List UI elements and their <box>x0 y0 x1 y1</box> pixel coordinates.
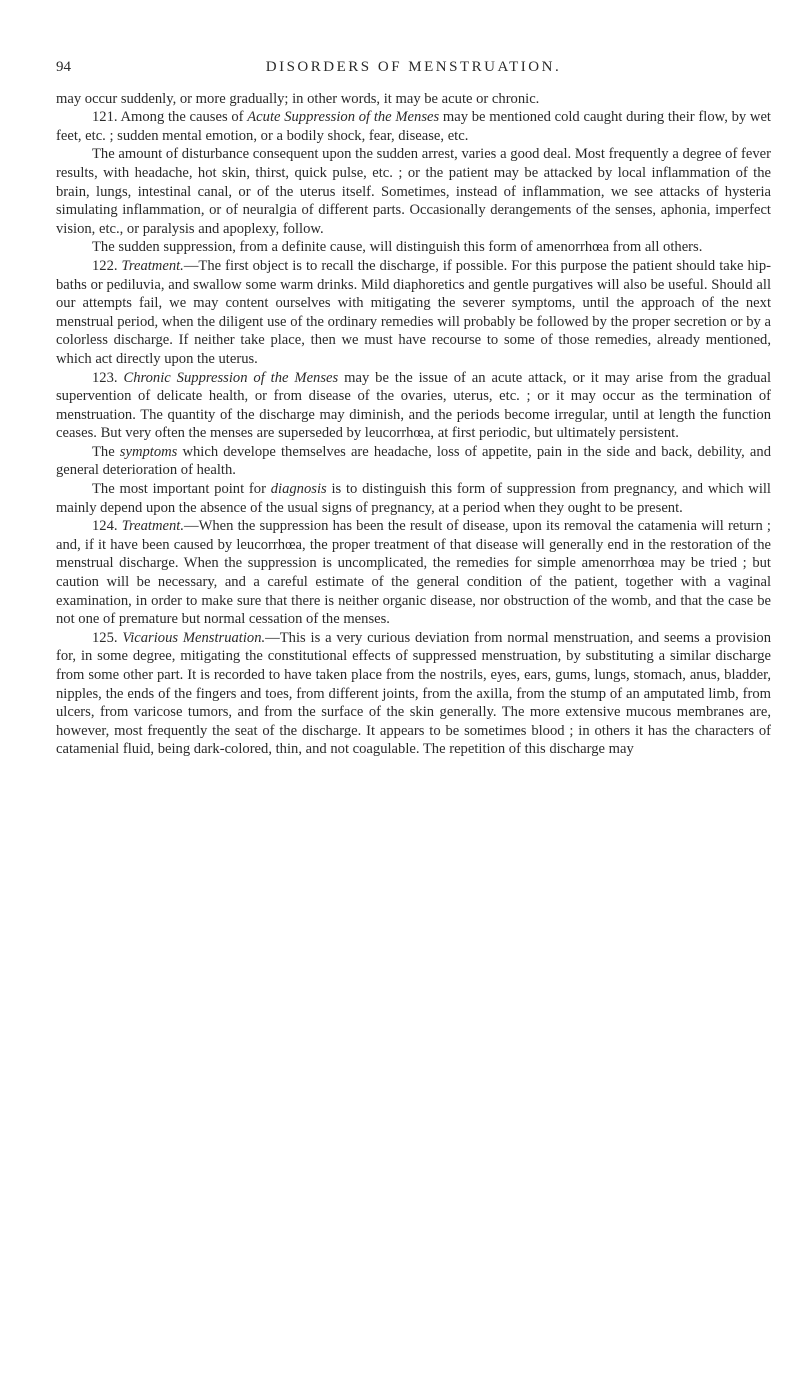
italic-phrase: Chronic Suppression of the Menses <box>123 369 339 386</box>
text-run: —This is a very curious deviation from normal menstruation, and seems a provision for, in some degree, mitigating the constitutional effects of suppressed menstruation, by substituting a similar discharge from some other part. It is recorded to have taken place from the nostrils, eyes, ears, gums, lungs, stomach, anus, bladder, nipples, the ends of the fingers and toes, from different joints, from the axilla, from the stump of an amputated limb, from ulcers, from varicose tumors, and from the surface of the skin generally. The more extensive mucous membranes are, however, most frequently the seat of the discharge. It appears to be sometimes blood ; in others it has the characters of catamenial fluid, being dark-colored, thin, and not coagulable. The repetition of this discharge may <box>56 629 771 758</box>
text-run: The amount of disturbance consequent upon the sudden arrest, varies a good deal. Most frequently a degree of fever results, with headache, hot skin, thirst, quick pulse, etc. ; or the patient may be attacked by local inflammation of the brain, lungs, intestinal canal, or of the uterus itself. Sometimes, instead of inflammation, we see attacks of hysteria simulating inflammation, or of neuralgia of different parts. Occasionally derangements of the senses, aphonia, imperfect vision, etc., or paralysis and apoplexy, follow. <box>56 146 771 237</box>
text-run: —The first object is to recall the discharge, if possible. For this purpose the patient should take hip-baths or pediluvia, and swallow some warm drinks. Mild diaphoretics and gentle purgatives will also be useful. Should all our attempts fail, we may content ourselves with mitigating the severer symptoms, until the approach of the next menstrual period, when the diligent use of the ordinary remedies will probably be followed by the proper secretion or by a colorless discharge. If neither take place, then we must have recourse to some of those remedies, already mentioned, which act directly upon the uterus. <box>56 257 771 367</box>
paragraph <box>56 257 771 369</box>
text-run: which develope themselves are headache, loss of appetite, pain in the side and back, debility, and general deterioration of health. <box>56 443 771 479</box>
italic-phrase: diagnosis <box>270 481 327 498</box>
paragraph <box>56 629 771 759</box>
text-run: 122. <box>92 257 122 274</box>
text-run: 125. <box>92 629 123 646</box>
text-run: may occur suddenly, or more gradually; in other words, it may be acute or chronic. <box>56 90 540 107</box>
italic-phrase: Acute Suppression of the Menses <box>247 109 440 126</box>
text-run: The most important point for <box>92 481 271 498</box>
text-run: is to distinguish this form of suppression from pregnancy, and which will mainly depend upon the absence of the usual signs of pregnancy, at a period when they ought to be present. <box>56 481 771 516</box>
italic-phrase: symptoms <box>119 443 178 460</box>
text-run: 124. <box>92 518 122 535</box>
paragraph <box>56 90 771 109</box>
page-header <box>56 58 771 77</box>
italic-phrase: Treatment. <box>121 257 184 274</box>
page-number: 94 <box>56 59 71 75</box>
text-run: may be mentioned cold caught during their flow, by wet feet, etc. ; sudden mental emotion, or a bodily shock, fear, disease, etc. <box>56 109 771 144</box>
paragraph <box>56 238 771 257</box>
paragraph <box>56 443 771 480</box>
paragraph <box>56 480 771 517</box>
running-head: DISORDERS OF MENSTRUATION. <box>265 59 562 75</box>
body-text <box>56 90 771 759</box>
text-run: The <box>92 443 120 460</box>
text-run: —When the suppression has been the result of disease, upon its removal the catamenia will return ; and, if it have been caused by leucorrhœa, the proper treatment of that disease will generally end in the restoration of the menstrual discharge. When the suppression is uncomplicated, the remedies for simple amenorrhœa may be tried ; but caution will be necessary, and a careful estimate of the general condition of the patient, together with a vaginal examination, in order to make sure that there is neither organic disease, nor obstruction of the womb, and that the case be not one of premature but normal cessation of the menses. <box>56 518 771 628</box>
paragraph <box>56 108 771 145</box>
paragraph <box>56 369 771 443</box>
italic-phrase: Vicarious Menstruation. <box>122 629 266 646</box>
italic-phrase: Treatment. <box>121 518 184 535</box>
text-run: 121. Among the causes of <box>92 109 248 126</box>
text-run: 123. <box>92 369 124 386</box>
text-run: The sudden suppression, from a definite cause, will distinguish this form of amenorrhœa from all others. <box>92 239 703 256</box>
text-run: may be the issue of an acute attack, or it may arise from the gradual supervention of delicate health, or from disease of the ovaries, uterus, etc. ; or it may occur as the termination of menstruation. The quantity of the discharge may diminish, and the periods become irregular, until at length the function ceases. But very often the menses are superseded by leucorrhœa, at first periodic, but ultimately persistent. <box>56 369 771 442</box>
paragraph <box>56 145 771 238</box>
paragraph <box>56 517 771 629</box>
